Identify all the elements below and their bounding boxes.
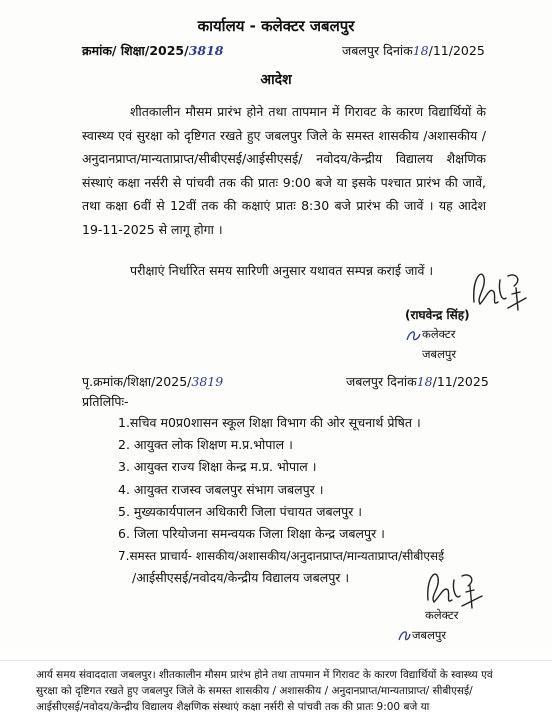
news-caption [0, 660, 552, 721]
signer-name: (राघवेन्द्र सिंह) [405, 308, 470, 322]
copy-to-item: 5. मुख्यकार्यपालन अधिकारी जिला पंचायत जबलपुर । [118, 504, 363, 519]
exam-paragraph: परीक्षाएं निर्धारित समय सारिणी अनुसार यथावत सम्पन्न कराई जावें । [130, 263, 434, 278]
order-reference-number: 3818 [188, 43, 224, 58]
copy-to-item: 7.समस्त प्राचार्य- शासकीय/अशासकीय/अनुदानप्राप्त/मान्यताप्राप्त/सीबीएसई [118, 549, 444, 563]
copy-to-item: 3. आयुक्त राज्य शिक्षा केन्द्र म.प्र. भोपाल । [118, 459, 317, 474]
endorsement-date-prefix: जबलपुर दिनांक [346, 374, 417, 389]
order-paragraph: शीतकालीन मौसम प्रारंभ होने तथा तापमान में गिरावट के कारण विद्यार्थियों के स्वास्थ्य एवं सुरक्षा को दृष्टिगत रखते हुए जबलपुर जिले के समस्त शासकीय /अशासकीय / अनुदानप्राप्त/मान्यताप्राप्त/सीबीएसई/आईसीएसई/ नवोदय/केन्द्रीय विद्यालय शैक्षणिक संस्थाएं कक्षा नर्सरी से पांचवी तक की प्रातः 9:00 बजे या इसके पश्चात प्रारंभ की जावें, तथा कक्षा 6वीं से 12वीं तक की कक्षाएं प्रातः 8:30 बजे प्रारंभ की जावें । यह आदेश 19-11-2025 से लागू होगा । [82, 104, 486, 237]
copy-to-item-continued: /आईसीएसई/नवोदय/केन्द्रीय विद्यालय जबलपुर । [132, 570, 350, 585]
copy-to-label: प्रतिलिपिः- [82, 394, 129, 409]
endorsement-date [346, 373, 489, 390]
copy-to-item: 4. आयुक्त राजस्व जबलपुर संभाग जबलपुर । [118, 482, 324, 497]
endorsement-date-rest: /11/2025 [432, 374, 489, 389]
endorsement-reference-number: 3819 [191, 374, 224, 389]
order-date [342, 42, 485, 59]
signer-place: जबलपुर [422, 347, 457, 361]
initial-mark-1 [404, 328, 422, 344]
copy-to-item: 6. जिला परियोजना समन्वयक जिला शिक्षा केन्द्र जबलपुर । [118, 526, 385, 541]
signer-designation-2: कलेक्टर [425, 608, 459, 622]
endorsement-date-day: 18 [416, 374, 433, 389]
copy-to-item: 1.सचिव म0प्र0शासन स्कूल शिक्षा विभाग की ओर सूचनार्थ प्रेषित । [118, 415, 421, 430]
office-heading: कार्यालय - कलेक्टर जबलपुर [197, 17, 355, 35]
copy-to-item: 2. आयुक्त लोक शिक्षण म.प्र.भोपाल । [118, 437, 293, 452]
signature-2 [422, 560, 488, 612]
signer-place-2: जबलपुर [412, 628, 447, 642]
order-title: आदेश [260, 72, 292, 88]
order-date-prefix: जबलपुर दिनांक [342, 43, 413, 58]
endorsement-reference [82, 373, 223, 390]
signer-designation: कलेक्टर [422, 327, 456, 341]
order-date-rest: /11/2025 [428, 43, 485, 58]
endorsement-reference-prefix: पृ.क्रमांक/शिक्षा/2025/ [82, 374, 192, 389]
news-caption-text: आर्य समय संवाददाता जबलपुर। शीतकालीन मौसम प्रारंभ होने तथा तापमान में गिरावट के कारण विद्यार्थियों के स्वास्थ्य एवं सुरक्षा को दृष्टिगत रखते हुए जबलपुर जिले के समस्त शासकीय / अशासकीय / अनुदानप्राप्त/मान्यताप्राप्त/ सीबीएसई/आईसीएसई/नवोदय/केन्द्रीय विद्यालय शैक्षणिक संस्थाएं कक्षा नर्सरी से पांचवी तक की प्रातः 9:00 बजे या [36, 669, 493, 713]
order-reference-prefix: क्रमांक/ शिक्षा/2025/ [82, 43, 189, 58]
initial-mark-2 [396, 628, 412, 644]
signature-1 [468, 258, 530, 316]
order-date-day: 18 [412, 43, 429, 58]
order-reference [82, 42, 224, 59]
